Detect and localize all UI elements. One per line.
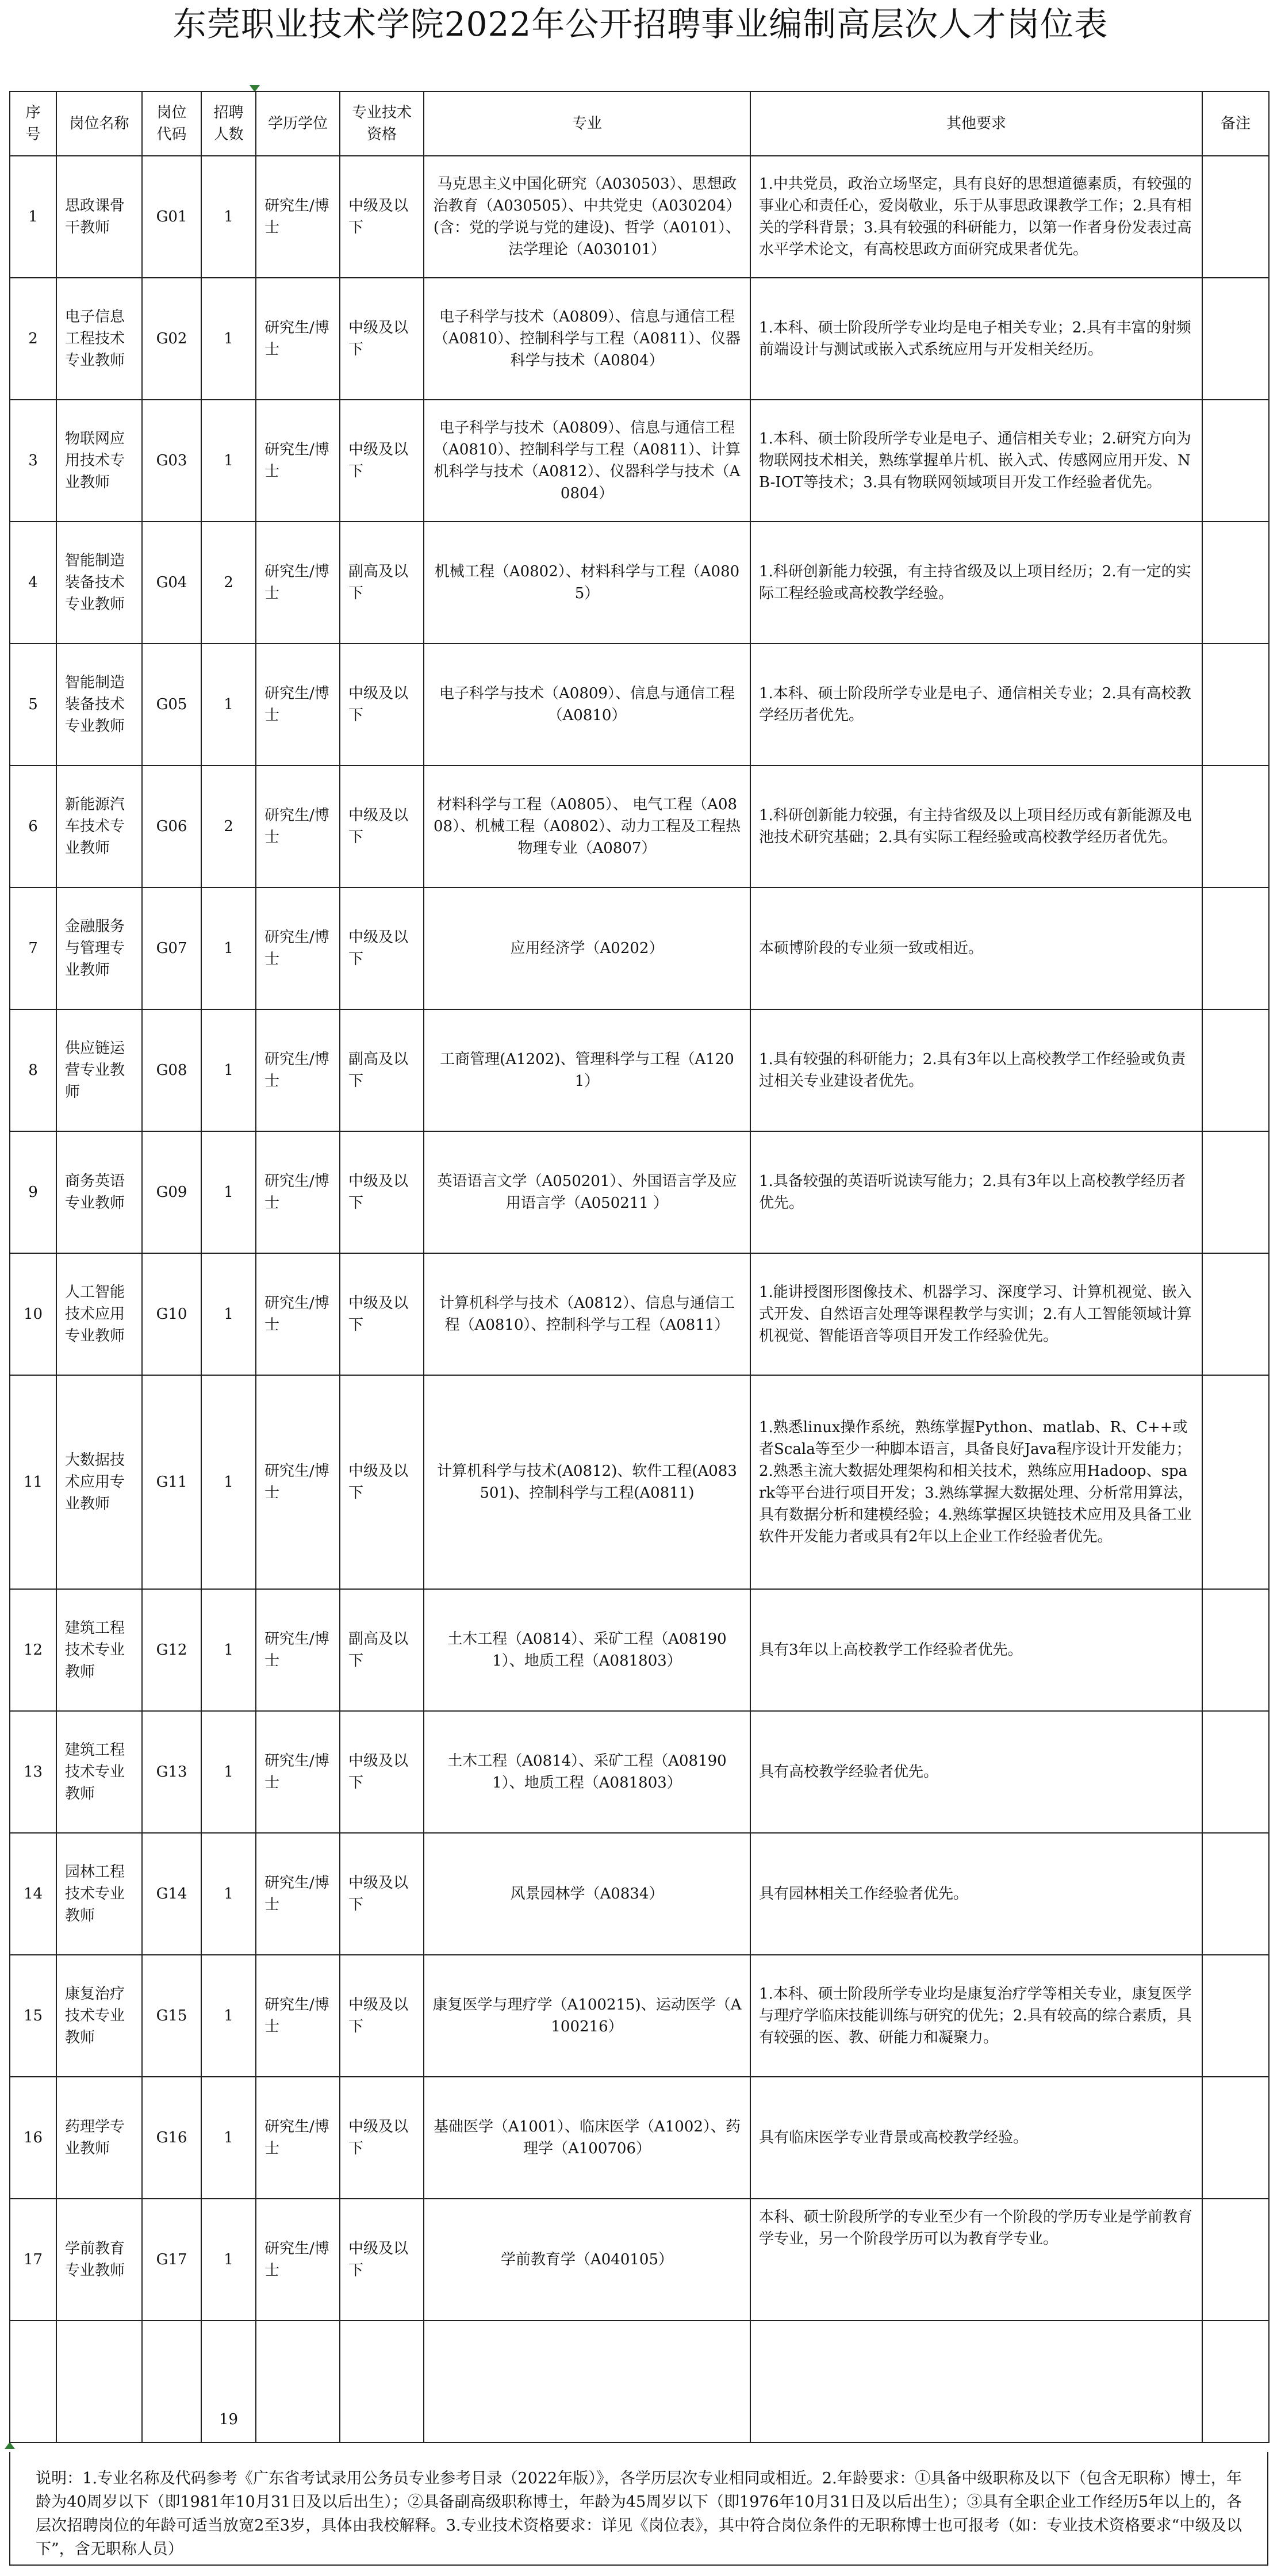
- cell-hire-count: 1: [201, 1711, 256, 1833]
- cell-seq: 6: [10, 765, 56, 887]
- total-cell-empty: [142, 2321, 201, 2443]
- cell-degree: 研究生/博士: [256, 278, 340, 400]
- cell-hire-count: 1: [201, 400, 256, 522]
- cell-seq: 14: [10, 1833, 56, 1955]
- cell-other-requirements: 1.本科、硕士阶段所学专业均是电子相关专业；2.具有丰富的射频前端设计与测试或嵌入式系统应用与开发相关经历。: [750, 278, 1202, 400]
- cell-position-name: 人工智能技术应用专业教师: [56, 1253, 142, 1375]
- positions-table: [9, 91, 1270, 2443]
- cell-remark: [1202, 644, 1269, 765]
- cell-position-name: 智能制造装备技术专业教师: [56, 522, 142, 644]
- cell-degree: 研究生/博士: [256, 1375, 340, 1589]
- cell-degree: 研究生/博士: [256, 1711, 340, 1833]
- total-count: 19: [201, 2321, 256, 2443]
- cell-qualification: 中级及以下: [340, 2199, 424, 2321]
- cell-hire-count: 2: [201, 522, 256, 644]
- header-name: 岗位名称: [56, 91, 142, 156]
- cell-other-requirements: 具有高校教学经验者优先。: [750, 1711, 1202, 1833]
- notes: 说明：1.专业名称及代码参考《广东省考试录用公务员专业参考目录（2022年版）》，各学历层次专业相同或相近。2.年龄要求：①具备中级职称及以下（包含无职称）博士，年龄为40周岁以下（即1981年10月31日及以后出生）；②具备副高级职称博士，年龄为45周岁以下（即1976年10月31日及以后出生）；③具有全职企业工作经历5年以上的，各层次招聘岗位的年龄可适当放宽2至3岁，具体由我校解释。3.专业技术资格要求：详见《岗位表》，其中符合岗位条件的无职称博士也可报考（如：专业技术资格要求“中级及以下”，含无职称人员）: [9, 2452, 1268, 2566]
- cell-other-requirements: 1.本科、硕士阶段所学专业是电子、通信相关专业；2.研究方向为物联网技术相关，熟练掌握单片机、嵌入式、传感网应用开发、NB-IOT等技术；3.具有物联网领域项目开发工作经验者优先。: [750, 400, 1202, 522]
- cell-position-name: 物联网应用技术专业教师: [56, 400, 142, 522]
- cell-degree: 研究生/博士: [256, 2077, 340, 2199]
- cell-major: 风景园林学（A0834）: [424, 1833, 750, 1955]
- cell-major: 电子科学与技术（A0809）、信息与通信工程（A0810）、控制科学与工程（A0811）、计算机科学与技术（A0812）、仪器科学与技术（A0804）: [424, 400, 750, 522]
- cell-degree: 研究生/博士: [256, 644, 340, 765]
- table-row: [10, 2199, 1269, 2321]
- header-major: 专业: [424, 91, 750, 156]
- total-cell-empty: [340, 2321, 424, 2443]
- cell-position-code: G13: [142, 1711, 201, 1833]
- cell-other-requirements: 本科、硕士阶段所学的专业至少有一个阶段的学历专业是学前教育学专业，另一个阶段学历可以为教育学专业。: [750, 2199, 1202, 2321]
- cell-degree: 研究生/博士: [256, 1131, 340, 1253]
- table-row: [10, 1009, 1269, 1131]
- cell-position-code: G10: [142, 1253, 201, 1375]
- cell-position-code: G05: [142, 644, 201, 765]
- header-other: 其他要求: [750, 91, 1202, 156]
- cell-major: 英语语言文学（A050201）、外国语言学及应用语言学（A050211 ）: [424, 1131, 750, 1253]
- cell-seq: 5: [10, 644, 56, 765]
- cell-major: 基础医学（A1001）、临床医学（A1002）、药理学（A100706）: [424, 2077, 750, 2199]
- cell-qualification: 副高及以下: [340, 1009, 424, 1131]
- cell-remark: [1202, 2077, 1269, 2199]
- cell-other-requirements: 1.具备较强的英语听说读写能力；2.具有3年以上高校教学经历者优先。: [750, 1131, 1202, 1253]
- cell-position-code: G02: [142, 278, 201, 400]
- total-cell-empty: [56, 2321, 142, 2443]
- cell-hire-count: 1: [201, 887, 256, 1009]
- header-qual: 专业技术资格: [340, 91, 424, 156]
- cell-remark: [1202, 400, 1269, 522]
- cell-degree: 研究生/博士: [256, 765, 340, 887]
- cell-seq: 4: [10, 522, 56, 644]
- cell-position-code: G14: [142, 1833, 201, 1955]
- cell-other-requirements: 1.科研创新能力较强，有主持省级及以上项目经历或有新能源及电池技术研究基础；2.具有实际工程经验或高校教学经历者优先。: [750, 765, 1202, 887]
- cell-major: 机械工程（A0802）、材料科学与工程（A0805）: [424, 522, 750, 644]
- cell-degree: 研究生/博士: [256, 887, 340, 1009]
- table-row: [10, 2077, 1269, 2199]
- table-row: [10, 1131, 1269, 1253]
- cell-degree: 研究生/博士: [256, 2199, 340, 2321]
- table-row: [10, 156, 1269, 278]
- cell-qualification: 中级及以下: [340, 1375, 424, 1589]
- table-row: [10, 278, 1269, 400]
- cell-seq: 1: [10, 156, 56, 278]
- cell-hire-count: 1: [201, 278, 256, 400]
- cell-seq: 10: [10, 1253, 56, 1375]
- cell-position-name: 大数据技术应用专业教师: [56, 1375, 142, 1589]
- header-count: 招聘人数: [201, 91, 256, 156]
- cell-remark: [1202, 765, 1269, 887]
- cell-major: 电子科学与技术（A0809）、信息与通信工程（A0810）、控制科学与工程（A0811）、仪器科学与技术（A0804）: [424, 278, 750, 400]
- cell-other-requirements: 本硕博阶段的专业须一致或相近。: [750, 887, 1202, 1009]
- header-degree: 学历学位: [256, 91, 340, 156]
- cell-major: 马克思主义中国化研究（A030503）、思想政治教育（A030505）、中共党史（A030204）(含：党的学说与党的建设)、哲学（A0101）、法学理论（A030101）: [424, 156, 750, 278]
- cell-remark: [1202, 278, 1269, 400]
- cell-position-code: G08: [142, 1009, 201, 1131]
- cell-seq: 15: [10, 1955, 56, 2077]
- cell-position-name: 学前教育专业教师: [56, 2199, 142, 2321]
- cell-major: 土木工程（A0814）、采矿工程（A081901）、地质工程（A081803）: [424, 1711, 750, 1833]
- cell-degree: 研究生/博士: [256, 522, 340, 644]
- cell-position-code: G04: [142, 522, 201, 644]
- cell-remark: [1202, 1833, 1269, 1955]
- table-row: [10, 887, 1269, 1009]
- cell-seq: 7: [10, 887, 56, 1009]
- cell-hire-count: 2: [201, 765, 256, 887]
- cell-other-requirements: 1.本科、硕士阶段所学专业均是康复治疗学等相关专业，康复医学与理疗学临床技能训练与研究的优先；2.具有较高的综合素质，具有较强的医、教、研能力和凝聚力。: [750, 1955, 1202, 2077]
- cell-hire-count: 1: [201, 644, 256, 765]
- cell-remark: [1202, 1711, 1269, 1833]
- total-cell-empty: [750, 2321, 1202, 2443]
- cell-position-name: 智能制造装备技术专业教师: [56, 644, 142, 765]
- table-row: [10, 1833, 1269, 1955]
- cell-qualification: 中级及以下: [340, 278, 424, 400]
- total-cell-empty: [256, 2321, 340, 2443]
- cell-other-requirements: 1.科研创新能力较强，有主持省级及以上项目经历；2.有一定的实际工程经验或高校教学经验。: [750, 522, 1202, 644]
- cell-position-code: G06: [142, 765, 201, 887]
- cell-degree: 研究生/博士: [256, 1589, 340, 1711]
- cell-other-requirements: 1.能讲授图形图像技术、机器学习、深度学习、计算机视觉、嵌入式开发、自然语言处理等课程教学与实训；2.有人工智能领域计算机视觉、智能语音等项目开发工作经验优先。: [750, 1253, 1202, 1375]
- cell-qualification: 中级及以下: [340, 644, 424, 765]
- cell-hire-count: 1: [201, 2199, 256, 2321]
- table-row: [10, 644, 1269, 765]
- cell-remark: [1202, 1009, 1269, 1131]
- cell-position-code: G11: [142, 1375, 201, 1589]
- cell-other-requirements: 具有园林相关工作经验者优先。: [750, 1833, 1202, 1955]
- table-row: [10, 400, 1269, 522]
- cell-remark: [1202, 1955, 1269, 2077]
- table-row: [10, 1375, 1269, 1589]
- cell-position-code: G17: [142, 2199, 201, 2321]
- cell-remark: [1202, 1253, 1269, 1375]
- cell-position-code: G16: [142, 2077, 201, 2199]
- cell-hire-count: 1: [201, 2077, 256, 2199]
- table-row: [10, 1589, 1269, 1711]
- total-cell-empty: [1202, 2321, 1269, 2443]
- cell-hire-count: 1: [201, 1589, 256, 1711]
- cell-other-requirements: 具有3年以上高校教学工作经验者优先。: [750, 1589, 1202, 1711]
- header-remark: 备注: [1202, 91, 1269, 156]
- cell-qualification: 副高及以下: [340, 522, 424, 644]
- cell-hire-count: 1: [201, 1375, 256, 1589]
- cell-qualification: 中级及以下: [340, 400, 424, 522]
- cell-qualification: 中级及以下: [340, 156, 424, 278]
- cell-major: 计算机科学与技术（A0812）、信息与通信工程（A0810）、控制科学与工程（A0811）: [424, 1253, 750, 1375]
- cell-other-requirements: 1.本科、硕士阶段所学专业是电子、通信相关专业；2.具有高校教学经历者优先。: [750, 644, 1202, 765]
- cell-hire-count: 1: [201, 1955, 256, 2077]
- cell-remark: [1202, 156, 1269, 278]
- cell-position-code: G12: [142, 1589, 201, 1711]
- cell-position-name: 建筑工程技术专业教师: [56, 1711, 142, 1833]
- cell-position-name: 建筑工程技术专业教师: [56, 1589, 142, 1711]
- cell-position-code: G07: [142, 887, 201, 1009]
- table-row: [10, 1253, 1269, 1375]
- cell-position-code: G09: [142, 1131, 201, 1253]
- cell-position-name: 园林工程技术专业教师: [56, 1833, 142, 1955]
- cell-major: 工商管理(A1202)、管理科学与工程（A1201）: [424, 1009, 750, 1131]
- cell-degree: 研究生/博士: [256, 156, 340, 278]
- table-row: [10, 522, 1269, 644]
- cell-other-requirements: 1.中共党员，政治立场坚定，具有良好的思想道德素质，有较强的事业心和责任心，爱岗敬业，乐于从事思政课教学工作；2.具有相关的学科背景；3.具有较强的科研能力，以第一作者身份发表过高水平学术论文，有高校思政方面研究成果者优先。: [750, 156, 1202, 278]
- cell-position-name: 康复治疗技术专业教师: [56, 1955, 142, 2077]
- cell-remark: [1202, 522, 1269, 644]
- cell-degree: 研究生/博士: [256, 400, 340, 522]
- cell-seq: 3: [10, 400, 56, 522]
- header-row: [10, 91, 1269, 156]
- cell-seq: 12: [10, 1589, 56, 1711]
- cell-remark: [1202, 1375, 1269, 1589]
- cell-seq: 17: [10, 2199, 56, 2321]
- cell-seq: 2: [10, 278, 56, 400]
- cell-degree: 研究生/博士: [256, 1009, 340, 1131]
- cell-degree: 研究生/博士: [256, 1833, 340, 1955]
- cell-qualification: 中级及以下: [340, 1833, 424, 1955]
- cell-hire-count: 1: [201, 1131, 256, 1253]
- cell-seq: 8: [10, 1009, 56, 1131]
- cell-position-name: 金融服务与管理专业教师: [56, 887, 142, 1009]
- cell-qualification: 中级及以下: [340, 1131, 424, 1253]
- cell-position-code: G03: [142, 400, 201, 522]
- cell-hire-count: 1: [201, 1009, 256, 1131]
- cell-major: 应用经济学（A0202）: [424, 887, 750, 1009]
- cell-seq: 16: [10, 2077, 56, 2199]
- cell-hire-count: 1: [201, 156, 256, 278]
- table-row: [10, 1711, 1269, 1833]
- cell-remark: [1202, 887, 1269, 1009]
- page-title: 东莞职业技术学院2022年公开招聘事业编制高层次人才岗位表: [172, 5, 1109, 44]
- header-code: 岗位代码: [142, 91, 201, 156]
- cell-position-name: 商务英语专业教师: [56, 1131, 142, 1253]
- cell-position-name: 供应链运营专业教师: [56, 1009, 142, 1131]
- total-cell-empty: [424, 2321, 750, 2443]
- table-row: [10, 765, 1269, 887]
- table-row: [10, 1955, 1269, 2077]
- cell-position-name: 电子信息工程技术专业教师: [56, 278, 142, 400]
- cell-major: 电子科学与技术（A0809）、信息与通信工程（A0810）: [424, 644, 750, 765]
- cell-qualification: 中级及以下: [340, 2077, 424, 2199]
- cell-seq: 13: [10, 1711, 56, 1833]
- cell-position-code: G01: [142, 156, 201, 278]
- cell-other-requirements: 1.熟悉linux操作系统，熟练掌握Python、matlab、R、C++或者Scala等至少一种脚本语言，具备良好Java程序设计开发能力；2.熟悉主流大数据处理架构和相关技术，熟练应用Hadoop、spark等平台进行项目开发；3.熟练掌握大数据处理、分析常用算法，具有数据分析和建模经验；4.熟练掌握区块链技术应用及具备工业软件开发能力者或具有2年以上企业工作经验者优先。: [750, 1375, 1202, 1589]
- cell-qualification: 中级及以下: [340, 1955, 424, 2077]
- cell-qualification: 中级及以下: [340, 1711, 424, 1833]
- cell-other-requirements: 1.具有较强的科研能力；2.具有3年以上高校教学工作经验或负责过相关专业建设者优先。: [750, 1009, 1202, 1131]
- cell-major: 学前教育学（A040105）: [424, 2199, 750, 2321]
- cell-hire-count: 1: [201, 1253, 256, 1375]
- cell-qualification: 中级及以下: [340, 887, 424, 1009]
- cell-hire-count: 1: [201, 1833, 256, 1955]
- cell-degree: 研究生/博士: [256, 1253, 340, 1375]
- header-seq: 序号: [10, 91, 56, 156]
- cell-position-name: 思政课骨干教师: [56, 156, 142, 278]
- cell-remark: [1202, 1589, 1269, 1711]
- cell-remark: [1202, 2199, 1269, 2321]
- cell-qualification: 副高及以下: [340, 1589, 424, 1711]
- cell-remark: [1202, 1131, 1269, 1253]
- cell-position-name: 药理学专业教师: [56, 2077, 142, 2199]
- cell-major: 计算机科学与技术(A0812)、软件工程(A083501)、控制科学与工程(A0811): [424, 1375, 750, 1589]
- cell-seq: 9: [10, 1131, 56, 1253]
- total-row: [10, 2321, 1269, 2443]
- cell-position-name: 新能源汽车技术专业教师: [56, 765, 142, 887]
- cell-other-requirements: 具有临床医学专业背景或高校教学经验。: [750, 2077, 1202, 2199]
- cell-seq: 11: [10, 1375, 56, 1589]
- cell-major: 土木工程（A0814）、采矿工程（A081901）、地质工程（A081803）: [424, 1589, 750, 1711]
- cell-qualification: 中级及以下: [340, 1253, 424, 1375]
- cell-major: 康复医学与理疗学（A100215)、运动医学（A100216）: [424, 1955, 750, 2077]
- cell-position-code: G15: [142, 1955, 201, 2077]
- cell-major: 材料科学与工程（A0805）、 电气工程（A0808）、机械工程（A0802）、动力工程及工程热物理专业（A0807）: [424, 765, 750, 887]
- total-cell-empty: [10, 2321, 56, 2443]
- cell-qualification: 中级及以下: [340, 765, 424, 887]
- cell-degree: 研究生/博士: [256, 1955, 340, 2077]
